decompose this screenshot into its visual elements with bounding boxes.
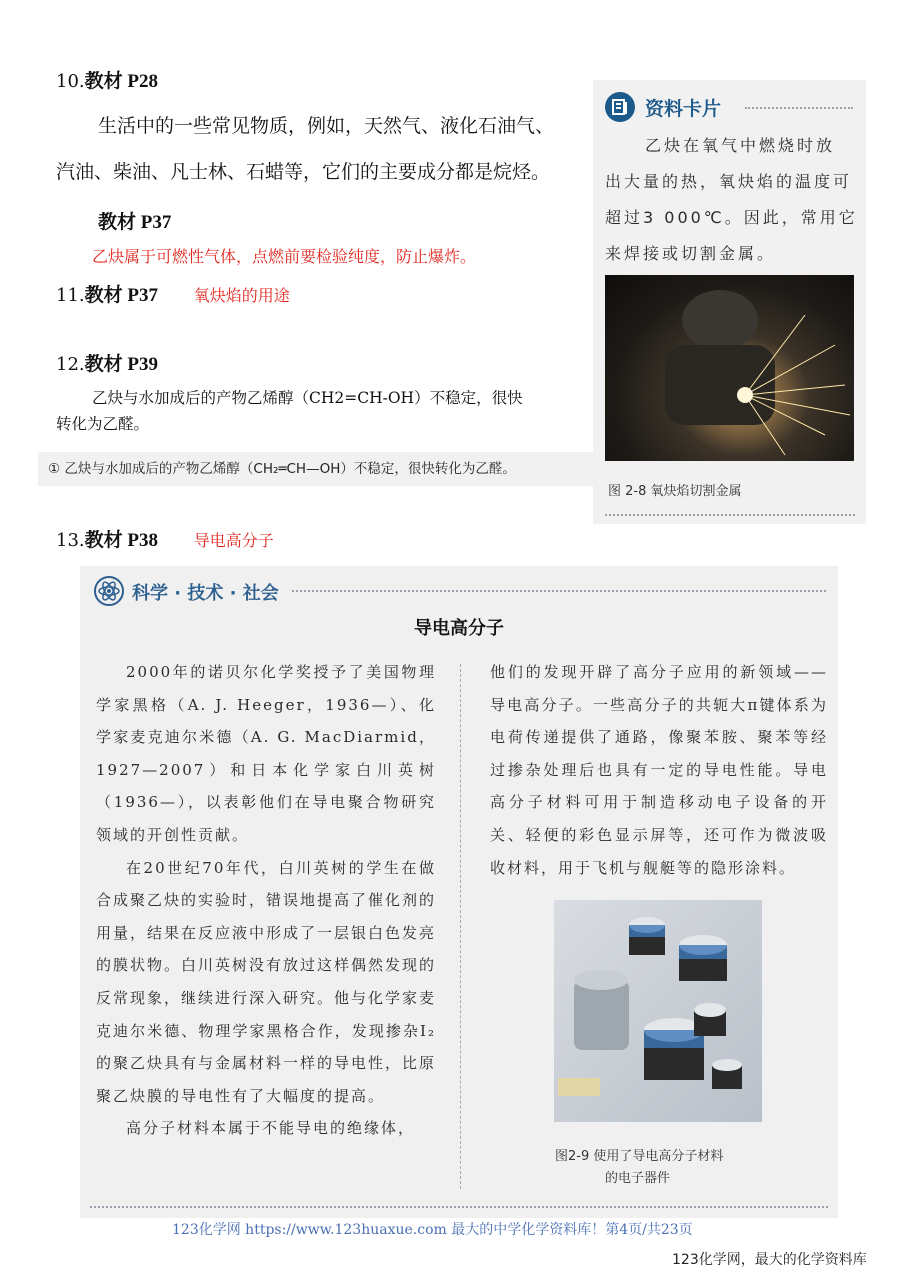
science-bottom-wave <box>90 1206 828 1208</box>
item10-line2: 汽油、柴油、凡士林、石蜡等，它们的主要成分都是烷烃。 <box>56 161 551 183</box>
column-divider <box>460 664 461 1189</box>
card-title-wave <box>745 107 853 109</box>
item11-heading: 11.教材 P37 氧炔焰的用途 <box>56 285 290 306</box>
science-left-column: 2000年的诺贝尔化学奖授予了美国物理学家黑格（A. J. Heeger，1936—）、化学家麦克迪尔米德（A. G. MacDiarmid，1927—2007）和日本化学家白川英树（1936—），以表彰他们在导电聚合物研究领域的开创性贡献。 在20世纪70年代，白川英树的学生在做合成聚乙炔的实验时，错误地提高了催化剂的用量，结果在反应液中形成了一层银白色发亮的膜状物。白川英树没有放过这样偶然发现的反常现象，继续进行深入研究。他与化学家麦克迪尔米德、物理学家黑格合作，发现掺杂I₂的聚乙炔具有与金属材料一样的导电性，比原聚乙炔膜的导电性有了大幅度的提高。 高分子材料本属于不能导电的绝缘体， <box>96 663 437 1138</box>
item13-heading: 13.教材 P38 导电高分子 <box>56 530 274 551</box>
atom-icon <box>94 576 124 606</box>
item12-heading: 12.教材 P39 <box>56 354 158 375</box>
card-caption: 图 2-8 氧炔焰切割金属 <box>608 484 742 499</box>
science-header-wave <box>292 590 826 592</box>
footer-source: 123化学网 https://www.123huaxue.com 最大的中学化学资料库！第4页/共23页 <box>172 1222 693 1238</box>
p37-heading: 教材 P37 <box>98 212 172 233</box>
item12-footnote: ① 乙炔与水加成后的产物乙烯醇（CH₂═CH—OH）不稳定，很快转化为乙醛。 <box>38 452 598 486</box>
card-text: 乙炔在氧气中燃烧时放 出大量的热，氧炔焰的温度可 超过3 000℃。因此，常用它 来焊接或切割金属。 <box>605 136 858 263</box>
item10-text <box>56 103 596 195</box>
card-title: 资料卡片 <box>645 98 722 120</box>
item10-heading: 10.教材 P28 <box>56 71 158 92</box>
item13-note: 导电高分子 <box>193 531 274 550</box>
item11-note: 氧炔焰的用途 <box>193 286 290 305</box>
science-box <box>80 566 838 1218</box>
footer-watermark: 123化学网，最大的化学资料库 <box>672 1252 867 1268</box>
welding-photo <box>605 275 854 461</box>
card-icon <box>605 92 635 122</box>
science-right-column: 他们的发现开辟了高分子应用的新领域——导电高分子。一些高分子的共轭大π键体系为电荷传递提供了通路，像聚苯胺、聚苯等经过掺杂处理后也具有一定的导电性能。导电高分子材料可用于制造移动电子设备的开关、轻便的彩色显示屏等，还可作为微波吸收材料，用于飞机与舰艇等的隐形涂料。 <box>490 663 828 877</box>
card-bottom-wave <box>605 514 855 516</box>
item12-text: 乙炔与水加成后的产物乙烯醇（CH2=CH-OH）不稳定，很快 转化为乙醛。 <box>56 389 523 433</box>
p37-note: 乙炔属于可燃性气体，点燃前要检验纯度，防止爆炸。 <box>92 247 477 266</box>
science-title: 导电高分子 <box>414 618 504 639</box>
info-card <box>593 80 866 524</box>
item10-line1: 生活中的一些常见物质，例如，天然气、液化石油气、 <box>98 115 555 137</box>
science-caption: 图2-9 使用了导电高分子材料 的电子器件 <box>555 1149 724 1186</box>
science-header: 科学 · 技术 · 社会 <box>132 583 279 604</box>
electronic-components-photo <box>554 900 762 1122</box>
